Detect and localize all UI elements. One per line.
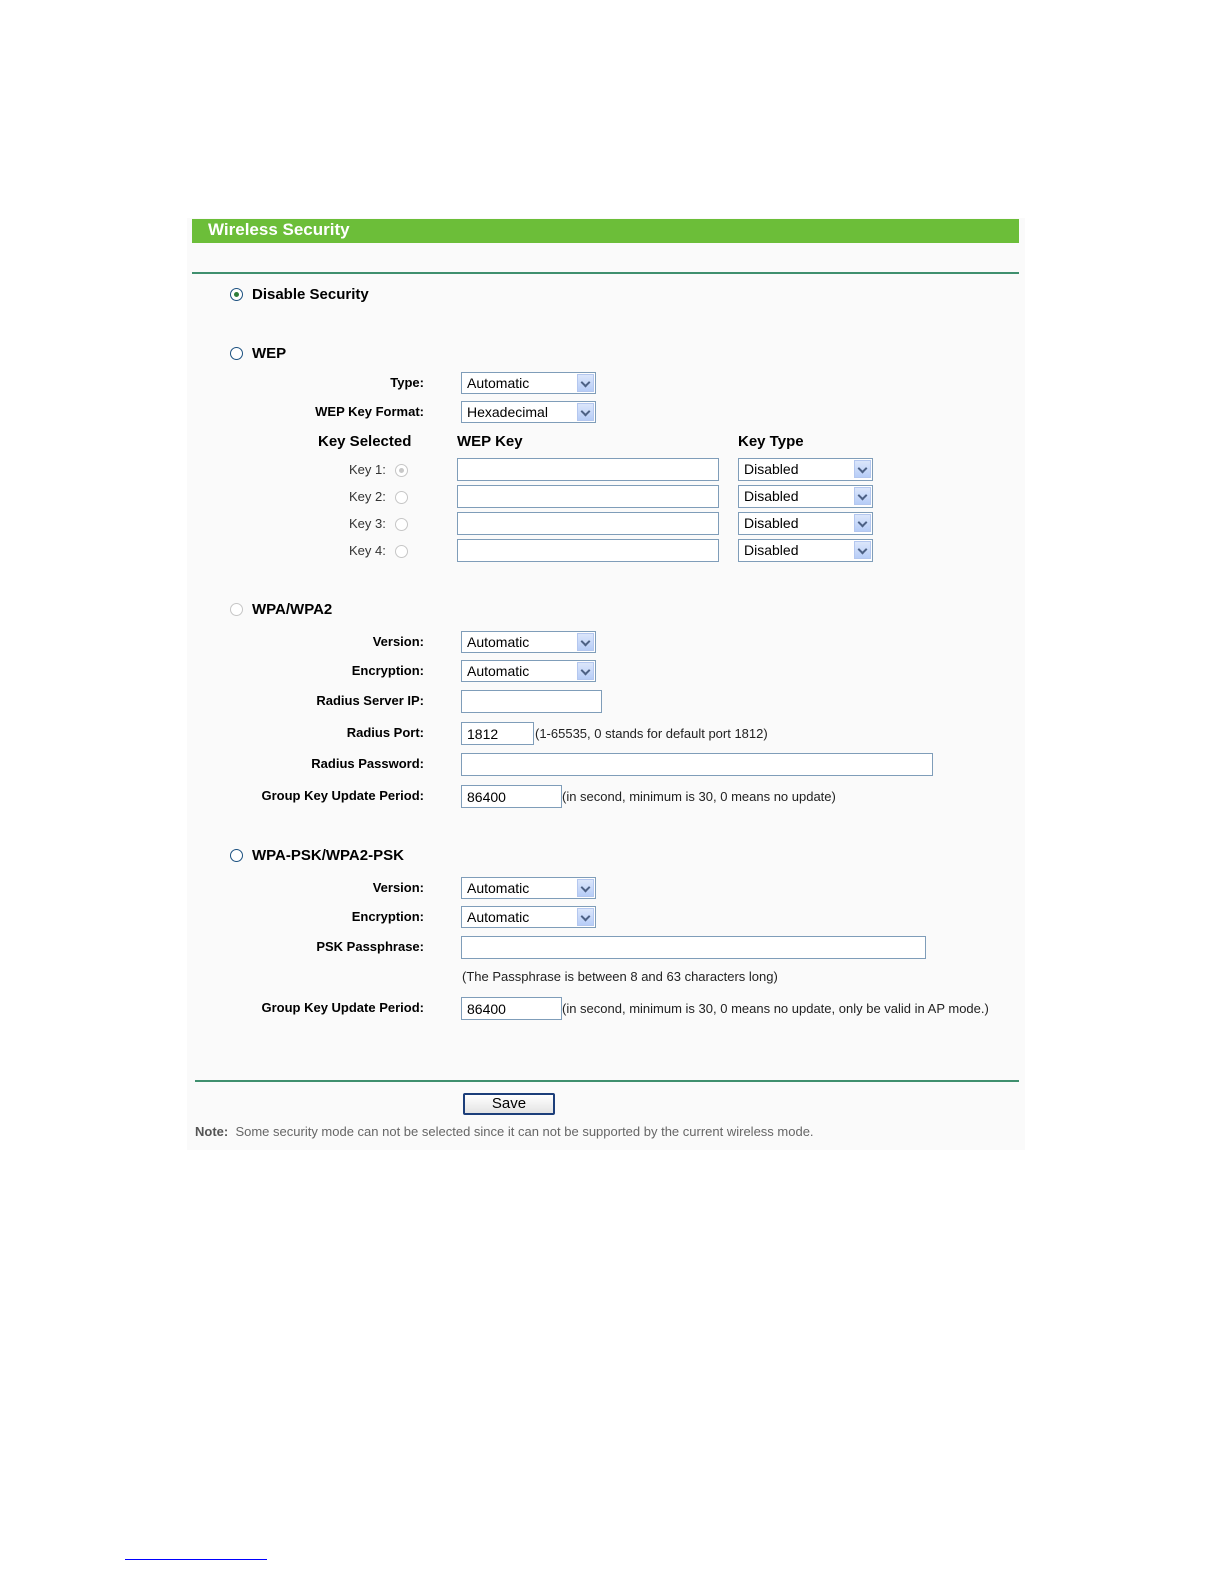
psk-passphrase-label: PSK Passphrase:	[316, 939, 424, 954]
key-4-radio[interactable]	[395, 545, 408, 558]
wpa-version-select[interactable]	[461, 631, 596, 653]
wpa-version-label: Version:	[372, 634, 424, 649]
wpa-psk-radio[interactable]	[230, 849, 243, 862]
key-1-input[interactable]	[457, 458, 719, 481]
note-text: Some security mode can not be selected since it can not be supported by the current wireless mode.	[235, 1124, 814, 1139]
chevron-down-icon	[854, 541, 871, 559]
psk-group-key-label: Group Key Update Period:	[261, 1000, 424, 1015]
chevron-down-icon	[577, 662, 594, 680]
key-2-radio[interactable]	[395, 491, 408, 504]
key-1-type-value: Disabled	[744, 461, 799, 477]
psk-version-value: Automatic	[467, 880, 530, 896]
wep-label: WEP	[252, 345, 287, 362]
col-key-selected: Key Selected	[318, 433, 412, 450]
key-1-radio[interactable]	[395, 464, 408, 477]
key-3-type-select[interactable]	[738, 512, 873, 535]
chevron-down-icon	[577, 374, 594, 392]
radius-ip-label: Radius Server IP:	[316, 693, 424, 708]
chevron-down-icon	[854, 514, 871, 532]
wep-type-select[interactable]	[461, 372, 596, 394]
key-3-type-value: Disabled	[744, 515, 799, 531]
top-divider	[192, 272, 1019, 274]
footnote-separator	[125, 1559, 267, 1560]
key-2-type-select[interactable]	[738, 485, 873, 508]
key-4-type-select[interactable]	[738, 539, 873, 562]
key-3-label: Key 3:	[349, 516, 386, 531]
key-4-label: Key 4:	[349, 543, 386, 558]
radius-ip-input[interactable]	[461, 690, 602, 713]
key-4-input[interactable]	[457, 539, 719, 562]
wpa-encryption-value: Automatic	[467, 663, 530, 679]
key-1-type-select[interactable]	[738, 458, 873, 481]
wep-radio[interactable]	[230, 347, 243, 360]
chevron-down-icon	[577, 403, 594, 421]
title-bar	[192, 219, 1019, 243]
save-button[interactable]: Save	[463, 1093, 555, 1115]
key-4-type-value: Disabled	[744, 542, 799, 558]
radius-port-label: Radius Port:	[346, 725, 424, 740]
key-2-input[interactable]	[457, 485, 719, 508]
disable-security-label: Disable Security	[252, 286, 369, 303]
key-3-input[interactable]	[457, 512, 719, 535]
wpa-version-value: Automatic	[467, 634, 530, 650]
chevron-down-icon	[854, 487, 871, 505]
bottom-divider	[195, 1080, 1019, 1082]
disable-security-radio[interactable]	[230, 288, 243, 301]
wpa-label: WPA/WPA2	[252, 601, 333, 618]
psk-group-key-input[interactable]: 86400	[461, 997, 562, 1020]
wpa-group-key-hint: (in second, minimum is 30, 0 means no update)	[562, 789, 836, 804]
wep-key-format-select[interactable]	[461, 401, 596, 423]
note-label: Note:	[195, 1124, 229, 1139]
radius-password-label: Radius Password:	[311, 756, 424, 771]
key-2-type-value: Disabled	[744, 488, 799, 504]
psk-encryption-label: Encryption:	[351, 909, 424, 924]
wpa-radio[interactable]	[230, 603, 243, 616]
wep-type-value: Automatic	[467, 375, 530, 391]
col-key-type: Key Type	[738, 433, 804, 450]
wep-key-format-label: WEP Key Format:	[315, 404, 424, 419]
wep-type-label: Type:	[390, 375, 424, 390]
note	[195, 1124, 814, 1139]
chevron-down-icon	[577, 633, 594, 651]
radius-password-input[interactable]	[461, 753, 933, 776]
chevron-down-icon	[854, 460, 871, 478]
radius-port-hint: (1-65535, 0 stands for default port 1812)	[535, 726, 768, 741]
wpa-encryption-label: Encryption:	[351, 663, 424, 678]
wep-key-format-value: Hexadecimal	[467, 404, 548, 420]
key-1-label: Key 1:	[349, 462, 386, 477]
key-3-radio[interactable]	[395, 518, 408, 531]
wpa-psk-label: WPA-PSK/WPA2-PSK	[252, 847, 404, 864]
psk-encryption-select[interactable]	[461, 906, 596, 928]
wpa-encryption-select[interactable]	[461, 660, 596, 682]
wpa-group-key-input[interactable]: 86400	[461, 785, 562, 808]
col-wep-key: WEP Key	[457, 433, 523, 450]
psk-group-key-hint: (in second, minimum is 30, 0 means no update, only be valid in AP mode.)	[562, 1001, 989, 1016]
psk-version-label: Version:	[372, 880, 424, 895]
wpa-group-key-label: Group Key Update Period:	[261, 788, 424, 803]
chevron-down-icon	[577, 879, 594, 897]
page-title: Wireless Security	[208, 220, 350, 239]
psk-passphrase-hint: (The Passphrase is between 8 and 63 characters long)	[462, 969, 778, 984]
psk-version-select[interactable]	[461, 877, 596, 899]
key-2-label: Key 2:	[349, 489, 386, 504]
radius-port-input[interactable]: 1812	[461, 722, 534, 745]
psk-encryption-value: Automatic	[467, 909, 530, 925]
chevron-down-icon	[577, 908, 594, 926]
psk-passphrase-input[interactable]	[461, 936, 926, 959]
